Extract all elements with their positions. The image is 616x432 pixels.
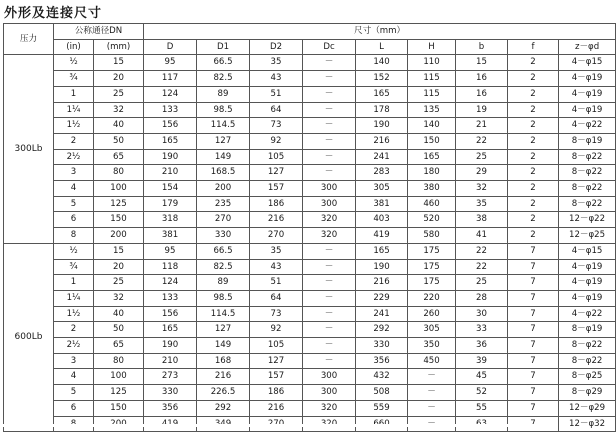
table-cell: 66.5 xyxy=(197,55,250,71)
table-cell: 51 xyxy=(250,86,303,102)
table-cell: 2 xyxy=(508,228,559,244)
table-cell: 3 xyxy=(54,353,94,369)
table-cell: 260 xyxy=(408,306,456,322)
table-cell: 356 xyxy=(144,400,197,416)
table-cell: 580 xyxy=(408,228,456,244)
table-cell: － xyxy=(303,306,356,322)
table-cell: 127 xyxy=(197,322,250,338)
bottom-edge xyxy=(0,424,550,427)
table-cell: 8－φ22 xyxy=(559,181,616,197)
table-cell: 320 xyxy=(303,400,356,416)
table-cell: 32 xyxy=(94,290,144,306)
table-cell: 154 xyxy=(144,181,197,197)
table-cell: 43 xyxy=(250,71,303,87)
table-cell: 29 xyxy=(456,165,508,181)
table-cell: － xyxy=(303,275,356,291)
col-header-l: L xyxy=(356,39,408,55)
table-cell: 226.5 xyxy=(197,385,250,401)
table-cell: 124 xyxy=(144,275,197,291)
table-cell: 157 xyxy=(250,369,303,385)
table-cell: 133 xyxy=(144,290,197,306)
table-cell: 186 xyxy=(250,196,303,212)
table-cell: 2 xyxy=(508,196,559,212)
table-cell: 8 xyxy=(54,228,94,244)
unit-mm-header: (mm) xyxy=(94,39,144,55)
table-cell: 1 xyxy=(54,275,94,291)
table-cell: 36 xyxy=(456,338,508,354)
table-cell: 8－φ22 xyxy=(559,196,616,212)
table-cell: 152 xyxy=(356,71,408,87)
table-cell: 2 xyxy=(508,165,559,181)
table-cell: 8－φ19 xyxy=(559,133,616,149)
table-cell: 300 xyxy=(303,385,356,401)
table-cell: 300 xyxy=(303,196,356,212)
table-cell: 190 xyxy=(144,149,197,165)
table-cell: 4－φ15 xyxy=(559,243,616,259)
table-cell: 165 xyxy=(356,243,408,259)
table-cell: 22 xyxy=(456,133,508,149)
table-cell: 330 xyxy=(356,338,408,354)
table-cell: 168 xyxy=(197,353,250,369)
table-cell: 381 xyxy=(356,196,408,212)
table-cell: 5 xyxy=(54,196,94,212)
table-cell: 273 xyxy=(144,369,197,385)
table-cell: 15 xyxy=(94,55,144,71)
table-cell: 4－φ22 xyxy=(559,306,616,322)
table-cell: 450 xyxy=(408,353,456,369)
table-cell: － xyxy=(303,322,356,338)
table-cell: 150 xyxy=(94,212,144,228)
table-cell: － xyxy=(303,353,356,369)
table-row xyxy=(4,181,616,197)
table-cell: － xyxy=(408,400,456,416)
table-cell: 318 xyxy=(144,212,197,228)
table-cell: － xyxy=(303,165,356,181)
table-cell: 460 xyxy=(408,196,456,212)
pressure-header: 压力 xyxy=(4,24,54,55)
table-cell: 168.5 xyxy=(197,165,250,181)
table-cell: ¾ xyxy=(54,71,94,87)
table-cell: 114.5 xyxy=(197,118,250,134)
table-cell: 65 xyxy=(94,338,144,354)
nominal-diameter-header: 公称通径DN xyxy=(54,24,144,40)
table-row xyxy=(4,243,616,259)
table-cell: 33 xyxy=(456,322,508,338)
table-row xyxy=(4,322,616,338)
table-cell: 559 xyxy=(356,400,408,416)
table-cell: 127 xyxy=(250,165,303,181)
table-cell: 19 xyxy=(456,102,508,118)
table-cell: 35 xyxy=(456,196,508,212)
table-cell: 1¼ xyxy=(54,102,94,118)
table-cell: 2 xyxy=(508,212,559,228)
table-cell: 270 xyxy=(250,228,303,244)
table-cell: 186 xyxy=(250,385,303,401)
table-cell: 175 xyxy=(408,243,456,259)
table-cell: 40 xyxy=(94,118,144,134)
table-cell: 6 xyxy=(54,212,94,228)
table-cell: 115 xyxy=(408,71,456,87)
table-cell: 100 xyxy=(94,369,144,385)
table-cell: 7 xyxy=(508,259,559,275)
table-cell: － xyxy=(408,385,456,401)
table-cell: 80 xyxy=(94,165,144,181)
table-cell: 381 xyxy=(144,228,197,244)
table-cell: 2½ xyxy=(54,338,94,354)
table-cell: 2 xyxy=(54,322,94,338)
table-cell: 220 xyxy=(408,290,456,306)
table-cell: 25 xyxy=(94,275,144,291)
table-cell: － xyxy=(303,71,356,87)
table-cell: 25 xyxy=(456,149,508,165)
table-cell: 508 xyxy=(356,385,408,401)
table-cell: 45 xyxy=(456,369,508,385)
table-cell: 403 xyxy=(356,212,408,228)
table-cell: 3 xyxy=(54,165,94,181)
table-header xyxy=(4,24,616,55)
table-cell: 82.5 xyxy=(197,71,250,87)
page-title: 外形及连接尺寸 xyxy=(4,6,103,21)
table-cell: 241 xyxy=(356,149,408,165)
table-cell: 2 xyxy=(508,149,559,165)
table-cell: 95 xyxy=(144,243,197,259)
table-cell: 175 xyxy=(408,275,456,291)
col-header-f: f xyxy=(508,39,559,55)
table-cell: 216 xyxy=(356,275,408,291)
table-cell: 65 xyxy=(94,149,144,165)
table-cell: 7 xyxy=(508,385,559,401)
table-cell: 4－φ19 xyxy=(559,290,616,306)
table-cell: 125 xyxy=(94,385,144,401)
col-header-d1: D1 xyxy=(197,39,250,55)
table-cell: 150 xyxy=(94,400,144,416)
table-cell: 216 xyxy=(356,133,408,149)
table-cell: ½ xyxy=(54,55,94,71)
table-cell: 241 xyxy=(356,306,408,322)
table-cell: 92 xyxy=(250,322,303,338)
table-cell: － xyxy=(303,259,356,275)
table-cell: － xyxy=(303,338,356,354)
table-cell: 8－φ22 xyxy=(559,338,616,354)
table-cell: 4－φ19 xyxy=(559,275,616,291)
table-cell: 117 xyxy=(144,71,197,87)
table-cell: 16 xyxy=(456,71,508,87)
table-cell: 8－φ22 xyxy=(559,165,616,181)
table-cell: 270 xyxy=(197,212,250,228)
table-cell: 41 xyxy=(456,228,508,244)
table-cell: 432 xyxy=(356,369,408,385)
table-cell: 12－φ29 xyxy=(559,400,616,416)
table-cell: 8－φ22 xyxy=(559,149,616,165)
table-cell: － xyxy=(303,55,356,71)
col-header-d2: D2 xyxy=(250,39,303,55)
table-cell: 8－φ22 xyxy=(559,353,616,369)
table-cell: 22 xyxy=(456,243,508,259)
table-cell: 2 xyxy=(54,133,94,149)
table-cell: － xyxy=(303,243,356,259)
table-cell: 216 xyxy=(197,369,250,385)
table-cell: 32 xyxy=(94,102,144,118)
table-cell: 80 xyxy=(94,353,144,369)
table-cell: 5 xyxy=(54,385,94,401)
table-row xyxy=(4,165,616,181)
table-cell: 73 xyxy=(250,306,303,322)
table-cell: 35 xyxy=(250,243,303,259)
table-cell: 178 xyxy=(356,102,408,118)
table-cell: 66.5 xyxy=(197,243,250,259)
table-cell: 73 xyxy=(250,118,303,134)
table-cell: 140 xyxy=(356,55,408,71)
table-cell: 35 xyxy=(250,55,303,71)
table-cell: 157 xyxy=(250,181,303,197)
table-cell: 2 xyxy=(508,181,559,197)
table-cell: 4－φ19 xyxy=(559,71,616,87)
table-cell: － xyxy=(303,290,356,306)
table-cell: 190 xyxy=(144,338,197,354)
table-cell: 300 xyxy=(303,181,356,197)
table-cell: 20 xyxy=(94,71,144,87)
table-cell: 210 xyxy=(144,353,197,369)
table-cell: 165 xyxy=(356,86,408,102)
table-cell: 50 xyxy=(94,133,144,149)
table-row xyxy=(4,149,616,165)
table-cell: 1¼ xyxy=(54,290,94,306)
table-cell: 356 xyxy=(356,353,408,369)
table-cell: 330 xyxy=(144,385,197,401)
table-cell: 135 xyxy=(408,102,456,118)
table-cell: 105 xyxy=(250,338,303,354)
table-cell: 2 xyxy=(508,102,559,118)
table-cell: 7 xyxy=(508,353,559,369)
table-cell: 50 xyxy=(94,322,144,338)
table-cell: － xyxy=(303,133,356,149)
table-cell: 200 xyxy=(197,181,250,197)
table-cell: 52 xyxy=(456,385,508,401)
table-row xyxy=(4,212,616,228)
table-cell: 12－φ25 xyxy=(559,228,616,244)
table-cell: 124 xyxy=(144,86,197,102)
table-cell: 210 xyxy=(144,165,197,181)
table-cell: 190 xyxy=(356,259,408,275)
table-cell: － xyxy=(303,102,356,118)
table-row xyxy=(4,290,616,306)
table-cell: 216 xyxy=(250,212,303,228)
table-cell: 25 xyxy=(94,86,144,102)
table-cell: 1½ xyxy=(54,118,94,134)
table-cell: 4 xyxy=(54,181,94,197)
table-cell: 4－φ15 xyxy=(559,55,616,71)
table-cell: 38 xyxy=(456,212,508,228)
table-cell: ½ xyxy=(54,243,94,259)
dimension-table xyxy=(3,23,616,432)
table-cell: 32 xyxy=(456,181,508,197)
table-cell: 55 xyxy=(456,400,508,416)
table-cell: 89 xyxy=(197,275,250,291)
col-header-dc: Dc xyxy=(303,39,356,55)
col-header-b: b xyxy=(456,39,508,55)
table-cell: 300 xyxy=(303,369,356,385)
table-cell: 82.5 xyxy=(197,259,250,275)
table-cell: 127 xyxy=(250,353,303,369)
table-row xyxy=(4,86,616,102)
table-cell: 229 xyxy=(356,290,408,306)
table-cell: 115 xyxy=(408,86,456,102)
table-cell: 22 xyxy=(456,259,508,275)
table-row xyxy=(4,133,616,149)
table-cell: 7 xyxy=(508,306,559,322)
table-cell: 30 xyxy=(456,306,508,322)
table-cell: 165 xyxy=(144,322,197,338)
table-cell: 7 xyxy=(508,290,559,306)
table-cell: 118 xyxy=(144,259,197,275)
table-cell: 175 xyxy=(408,259,456,275)
table-cell: 150 xyxy=(408,133,456,149)
table-row xyxy=(4,369,616,385)
table-row xyxy=(4,55,616,71)
table-cell: 165 xyxy=(408,149,456,165)
table-cell: 110 xyxy=(408,55,456,71)
table-cell: 100 xyxy=(94,181,144,197)
table-cell: 156 xyxy=(144,306,197,322)
table-row xyxy=(4,385,616,401)
table-cell: 180 xyxy=(408,165,456,181)
table-row xyxy=(4,338,616,354)
table-cell: 89 xyxy=(197,86,250,102)
table-cell: ¾ xyxy=(54,259,94,275)
table-cell: 190 xyxy=(356,118,408,134)
table-cell: 16 xyxy=(456,86,508,102)
table-cell: 200 xyxy=(94,228,144,244)
table-cell: 105 xyxy=(250,149,303,165)
table-cell: 64 xyxy=(250,290,303,306)
table-cell: 8－φ29 xyxy=(559,385,616,401)
table-cell: 380 xyxy=(408,181,456,197)
table-cell: 235 xyxy=(197,196,250,212)
table-row xyxy=(4,118,616,134)
table-cell: 15 xyxy=(94,243,144,259)
table-row xyxy=(4,228,616,244)
table-row xyxy=(4,71,616,87)
col-header-bolts: z－φd xyxy=(559,39,616,55)
table-cell: 4－φ19 xyxy=(559,259,616,275)
table-cell: 292 xyxy=(197,400,250,416)
table-cell: 2 xyxy=(508,55,559,71)
table-cell: 28 xyxy=(456,290,508,306)
table-cell: 4－φ22 xyxy=(559,118,616,134)
table-cell: 1 xyxy=(54,86,94,102)
table-cell: 140 xyxy=(408,118,456,134)
table-cell: 419 xyxy=(356,228,408,244)
table-cell: 2½ xyxy=(54,149,94,165)
table-cell: 7 xyxy=(508,322,559,338)
table-cell: 8－φ19 xyxy=(559,322,616,338)
col-header-h: H xyxy=(408,39,456,55)
pressure-class-cell: 600Lb xyxy=(4,243,54,431)
table-cell: 149 xyxy=(197,149,250,165)
table-cell: 283 xyxy=(356,165,408,181)
table-cell: 292 xyxy=(356,322,408,338)
table-cell: 39 xyxy=(456,353,508,369)
table-cell: 15 xyxy=(456,55,508,71)
table-cell: 520 xyxy=(408,212,456,228)
table-cell: 4 xyxy=(54,369,94,385)
table-cell: － xyxy=(408,369,456,385)
table-row xyxy=(4,275,616,291)
table-cell: 320 xyxy=(303,228,356,244)
table-cell: 216 xyxy=(250,400,303,416)
table-cell: 25 xyxy=(456,275,508,291)
table-cell: 21 xyxy=(456,118,508,134)
table-body xyxy=(4,55,616,432)
table-cell: 149 xyxy=(197,338,250,354)
table-cell: 2 xyxy=(508,118,559,134)
table-cell: 7 xyxy=(508,369,559,385)
pressure-class-cell: 300Lb xyxy=(4,55,54,243)
table-cell: 350 xyxy=(408,338,456,354)
table-cell: 127 xyxy=(197,133,250,149)
table-cell: 4－φ19 xyxy=(559,102,616,118)
table-cell: 305 xyxy=(356,181,408,197)
table-cell: 2 xyxy=(508,71,559,87)
table-cell: 6 xyxy=(54,400,94,416)
table-cell: － xyxy=(303,118,356,134)
table-cell: 43 xyxy=(250,259,303,275)
table-cell: 125 xyxy=(94,196,144,212)
table-cell: 95 xyxy=(144,55,197,71)
table-row xyxy=(4,306,616,322)
table-cell: 98.5 xyxy=(197,290,250,306)
table-cell: 20 xyxy=(94,259,144,275)
table-cell: 2 xyxy=(508,86,559,102)
table-cell: 12－φ22 xyxy=(559,212,616,228)
table-row xyxy=(4,400,616,416)
table-cell: 156 xyxy=(144,118,197,134)
table-cell: 7 xyxy=(508,243,559,259)
table-cell: 40 xyxy=(94,306,144,322)
col-header-d: D xyxy=(144,39,197,55)
table-cell: 4－φ19 xyxy=(559,86,616,102)
table-cell: 7 xyxy=(508,338,559,354)
table-cell: 51 xyxy=(250,275,303,291)
table-cell: － xyxy=(303,149,356,165)
unit-in-header: (in) xyxy=(54,39,94,55)
dimensions-header: 尺寸（mm） xyxy=(144,24,616,40)
table-cell: 8－φ25 xyxy=(559,369,616,385)
table-cell: 98.5 xyxy=(197,102,250,118)
table-cell: 92 xyxy=(250,133,303,149)
table-cell: － xyxy=(303,86,356,102)
table-row xyxy=(4,196,616,212)
table-cell: 133 xyxy=(144,102,197,118)
table-cell: 305 xyxy=(408,322,456,338)
table-row xyxy=(4,353,616,369)
table-cell: 114.5 xyxy=(197,306,250,322)
table-cell: 64 xyxy=(250,102,303,118)
table-cell: 330 xyxy=(197,228,250,244)
table-cell: 2 xyxy=(508,133,559,149)
table-cell: 7 xyxy=(508,275,559,291)
table-row xyxy=(4,102,616,118)
table-cell: 1½ xyxy=(54,306,94,322)
table-cell: 12－φ32 xyxy=(559,416,616,432)
table-cell: 165 xyxy=(144,133,197,149)
table-row xyxy=(4,259,616,275)
table-cell: 320 xyxy=(303,212,356,228)
table-cell: 179 xyxy=(144,196,197,212)
table-cell: 7 xyxy=(508,400,559,416)
